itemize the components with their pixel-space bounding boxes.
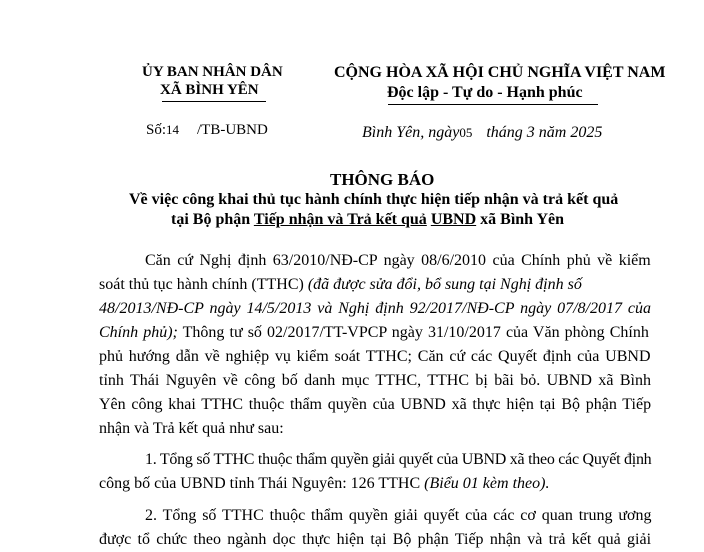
document-date <box>362 124 602 142</box>
para2-line2 <box>99 475 549 493</box>
subject-part-b: Tiếp nhận và Trả kết quả <box>253 211 427 228</box>
doc-no-value: 14 <box>166 122 180 137</box>
para3-line1: 2. Tổng số TTHC thuộc thẩm quyền giải quyết của các cơ quan trung ương <box>145 507 652 524</box>
notice-subject-line2 <box>171 211 564 229</box>
para2-line2-text: công bố của UBND tỉnh Thái Nguyên: 126 TTHC <box>99 475 425 492</box>
doc-no-suffix: /TB-UBND <box>197 122 268 138</box>
para1-line5: phủ hướng dẫn về nghiệp vụ kiểm soát TTHC; Căn cứ các Quyết định của UBND <box>99 348 651 365</box>
country-name: CỘNG HÒA XÃ HỘI CHỦ NGHĨA VIỆT NAM <box>334 64 666 81</box>
notice-subject-line1: Về việc công khai thủ tục hành chính thực hiện tiếp nhận và trả kết quả <box>129 191 619 208</box>
para2-line1: 1. Tổng số TTHC thuộc thẩm quyền giải quyết của UBND xã theo các Quyết định <box>145 451 652 468</box>
date-day: 05 <box>459 125 473 140</box>
date-prefix: Bình Yên, ngày <box>362 124 460 141</box>
org-name: ỦY BAN NHÂN DÂN <box>142 64 283 80</box>
para2-line2-italic: (Biểu 01 kèm theo). <box>424 475 550 492</box>
national-motto: Độc lập - Tự do - Hạnh phúc <box>387 84 583 101</box>
para1-line2-italic: (đã được sửa đổi, bổ sung tại Nghị định số <box>303 276 582 293</box>
date-suffix: tháng 3 năm 2025 <box>486 124 603 141</box>
notice-title: THÔNG BÁO <box>330 170 435 189</box>
org-underline <box>162 101 266 102</box>
subject-part-a: tại Bộ phận <box>171 211 254 228</box>
para1-line4 <box>99 324 649 342</box>
doc-no-prefix: Số: <box>146 122 167 138</box>
subject-part-e: xã Bình Yên <box>476 211 565 228</box>
para1-line8: nhận và Trả kết quả như sau: <box>99 420 284 437</box>
para1-line4-italic: Chính phủ); <box>99 324 178 341</box>
subject-part-d: UBND <box>430 211 477 228</box>
document-number <box>146 122 268 139</box>
commune-name: XÃ BÌNH YÊN <box>160 82 259 98</box>
motto-underline <box>388 104 598 105</box>
para1-line6: tỉnh Thái Nguyên về công bố danh mục TTHC, TTHC bị bãi bỏ. UBND xã Bình <box>99 372 651 389</box>
para1-line7: Yên công khai TTHC thuộc thẩm quyền của UBND xã thực hiện tại Bộ phận Tiếp <box>99 396 652 413</box>
para1-line2 <box>99 276 582 294</box>
para1-line3: 48/2013/NĐ-CP ngày 14/5/2013 và Nghị định 92/2017/NĐ-CP ngày 07/8/2017 của <box>99 300 651 317</box>
para1-line1: Căn cứ Nghị định 63/2010/NĐ-CP ngày 08/6/2010 của Chính phủ về kiểm <box>145 252 651 269</box>
para1-line2-text: soát thủ tục hành chính (TTHC) <box>99 276 304 293</box>
para3-line2: được tổ chức theo ngành dọc thực hiện tại Bộ phận Tiếp nhận và trả kết quả giải <box>99 531 652 548</box>
para1-line4-text: Thông tư số 02/2017/TT-VPCP ngày 31/10/2017 của Văn phòng Chính <box>177 324 649 341</box>
